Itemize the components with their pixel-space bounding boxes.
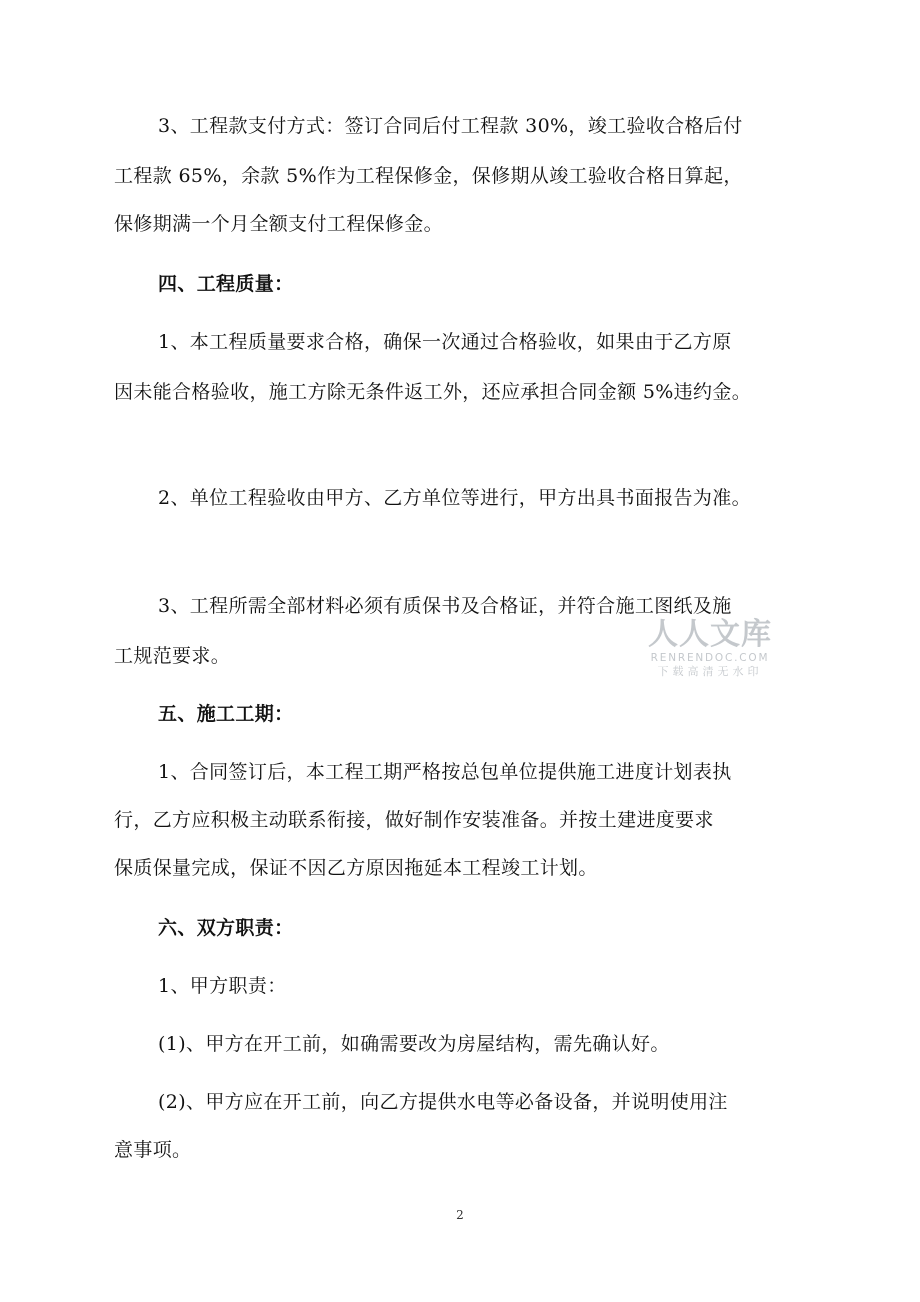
schedule-clause-line-2: 行，乙方应积极主动联系衔接，做好制作安装准备。并按土建进度要求 <box>114 809 714 831</box>
quality-clause-1-line-2: 因未能合格验收，施工方除无条件返工外，还应承担合同金额 5%违约金。 <box>114 381 752 403</box>
payment-clause-line-3: 保修期满一个月全额支付工程保修金。 <box>114 213 443 235</box>
watermark-logo <box>640 618 780 679</box>
payment-clause-line-1: 3、工程款支付方式：签订合同后付工程款 30%，竣工验收合格后付 <box>158 115 743 137</box>
party-a-duties-heading: 1、甲方职责： <box>158 975 287 997</box>
quality-clause-1-line-1: 1、本工程质量要求合格，确保一次通过合格验收，如果由于乙方原 <box>158 331 732 353</box>
quality-clause-3-line-1: 3、工程所需全部材料必须有质保书及合格证，并符合施工图纸及施 <box>158 595 732 617</box>
schedule-clause-line-1: 1、合同签订后，本工程工期严格按总包单位提供施工进度计划表执 <box>158 761 732 783</box>
section-heading-duties: 六、双方职责： <box>158 917 294 939</box>
quality-clause-3-line-2: 工规范要求。 <box>114 645 231 667</box>
quality-clause-2: 2、单位工程验收由甲方、乙方单位等进行，甲方出具书面报告为准。 <box>158 487 751 509</box>
party-a-duty-1: (1)、甲方在开工前，如确需要改为房屋结构，需先确认好。 <box>158 1033 670 1055</box>
watermark-title: 人人文库 <box>648 617 772 652</box>
schedule-clause-line-3: 保质保量完成，保证不因乙方原因拖延本工程竣工计划。 <box>114 857 598 879</box>
section-heading-schedule: 五、施工工期： <box>158 703 294 725</box>
party-a-duty-2-line-1: (2)、甲方应在开工前，向乙方提供水电等必备设备，并说明使用注 <box>158 1091 728 1113</box>
party-a-duty-2-line-2: 意事项。 <box>114 1139 192 1161</box>
payment-clause-line-2: 工程款 65%，余款 5%作为工程保修金，保修期从竣工验收合格日算起， <box>114 165 743 187</box>
watermark-domain: RENRENDOC.COM <box>650 652 770 664</box>
section-heading-quality: 四、工程质量： <box>158 273 294 295</box>
page-number: 2 <box>456 1208 464 1222</box>
watermark-subtitle: 下载高清无水印 <box>657 665 763 678</box>
